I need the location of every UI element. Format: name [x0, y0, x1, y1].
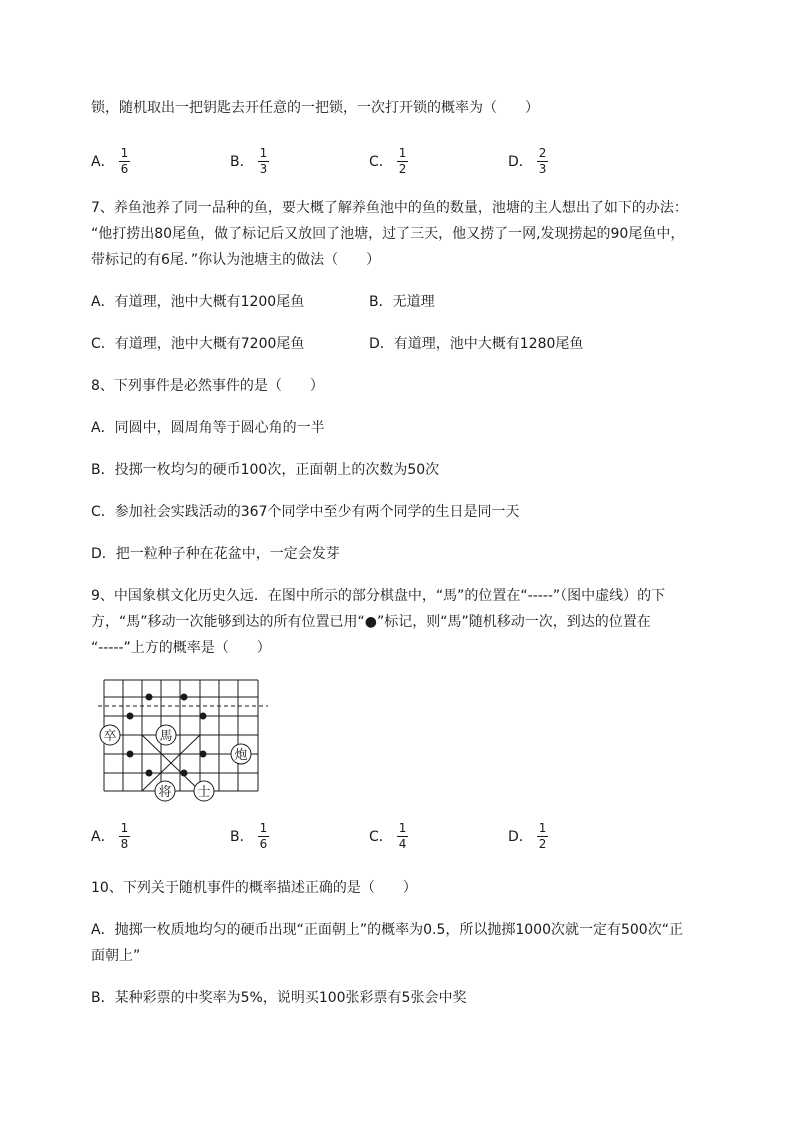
numerator: 1	[538, 821, 547, 835]
numerator: 1	[259, 146, 268, 160]
numerator: 1	[398, 146, 407, 160]
denominator: 8	[120, 837, 129, 851]
option-label: B．	[230, 153, 254, 170]
option-label: C．	[369, 153, 393, 170]
q7-stem-line3: 带标记的有6尾．”你认为池塘主的做法（ ）	[91, 252, 381, 268]
q8-option-a[interactable]: A．同圆中，圆周角等于圆心角的一半	[91, 420, 325, 436]
q9-stem-line2: 方，“馬”移动一次能够到达的所有位置已用“●”标记，则“馬”随机移动一次，到达的位置在	[91, 614, 651, 630]
marker-dot	[181, 694, 188, 701]
q9-option-a[interactable]	[91, 822, 130, 851]
q7-option-b[interactable]: B．无道理	[369, 294, 435, 310]
option-label: A．	[91, 828, 115, 845]
q10-option-a-line2[interactable]: 面朝上”	[91, 948, 141, 964]
marker-dot	[127, 713, 134, 720]
marker-dot	[127, 751, 134, 758]
numerator: 1	[120, 146, 129, 160]
q6-options	[0, 142, 794, 192]
q6-option-d[interactable]	[508, 147, 548, 176]
q9-stem-line1: 9、中国象棋文化历史久远．在图中所示的部分棋盘中，“馬”的位置在“-----”（图中虚线）的下	[91, 588, 666, 604]
q8-option-d[interactable]: D．把一粒种子种在花盆中，一定会发芽	[91, 546, 340, 562]
piece-shi	[194, 781, 214, 801]
piece-label: 炮	[234, 748, 248, 763]
denominator: 3	[259, 162, 268, 176]
q7-option-c[interactable]: C．有道理，池中大概有7200尾鱼	[91, 336, 305, 352]
marker-dot	[200, 713, 207, 720]
q10-option-b[interactable]: B．某种彩票的中奖率为5%，说明买100张彩票有5张会中奖	[91, 990, 467, 1006]
denominator: 4	[398, 837, 407, 851]
chess-board-figure	[96, 676, 276, 802]
fraction	[119, 147, 131, 176]
fraction	[258, 147, 270, 176]
option-label: C．	[369, 828, 393, 845]
marker-dot	[146, 694, 153, 701]
marker-dot	[146, 770, 153, 777]
marker-dot	[181, 770, 188, 777]
q6-option-b[interactable]	[230, 147, 269, 176]
piece-ma	[156, 725, 176, 745]
q9-option-d[interactable]	[508, 822, 548, 851]
denominator: 6	[259, 837, 268, 851]
q9-stem-line3: “-----”上方的概率是（ ）	[91, 640, 271, 656]
q6-text: 锁，随机取出一把钥匙去开任意的一把锁，一次打开锁的概率为（ ）	[91, 100, 539, 116]
piece-zu	[100, 725, 120, 745]
q10-stem: 10、下列关于随机事件的概率描述正确的是（ ）	[91, 880, 417, 896]
q10-option-a-line1[interactable]: A．抛掷一枚质地均匀的硬币出现“正面朝上”的概率为0.5，所以抛掷1000次就一定有500次“正	[91, 922, 683, 938]
q8-option-c[interactable]: C．参加社会实践活动的367个同学中至少有两个同学的生日是同一天	[91, 504, 520, 520]
piece-label: 将	[158, 785, 172, 800]
denominator: 3	[538, 162, 547, 176]
option-label: D．	[508, 153, 533, 170]
q9-options	[0, 817, 794, 867]
denominator: 2	[538, 837, 547, 851]
fraction	[537, 822, 549, 851]
numerator: 1	[120, 821, 129, 835]
option-label: B．	[230, 828, 254, 845]
numerator: 1	[398, 821, 407, 835]
piece-label: 士	[197, 785, 211, 800]
option-label: A．	[91, 153, 115, 170]
numerator: 1	[259, 821, 268, 835]
q7-stem-line2: “他打捞出80尾鱼，做了标记后又放回了池塘，过了三天，他又捞了一网,发现捞起的90尾鱼中，	[91, 226, 685, 242]
q9-option-b[interactable]	[230, 822, 269, 851]
piece-pao	[231, 744, 251, 764]
q8-stem: 8、下列事件是必然事件的是（ ）	[91, 378, 324, 394]
fraction	[537, 147, 549, 176]
fraction	[397, 147, 409, 176]
q7-option-d[interactable]: D．有道理，池中大概有1280尾鱼	[369, 336, 584, 352]
q6-option-c[interactable]	[369, 147, 408, 176]
piece-label: 卒	[103, 729, 117, 744]
fraction	[119, 822, 131, 851]
numerator: 2	[538, 146, 547, 160]
q7-stem-line1: 7、养鱼池养了同一品种的鱼，要大概了解养鱼池中的鱼的数量，池塘的主人想出了如下的办法：	[91, 200, 688, 216]
piece-label: 馬	[159, 729, 173, 744]
denominator: 2	[398, 162, 407, 176]
fraction	[258, 822, 270, 851]
marker-dot	[200, 751, 207, 758]
option-label: D．	[508, 828, 533, 845]
q7-option-a[interactable]: A．有道理，池中大概有1200尾鱼	[91, 294, 305, 310]
piece-jiang	[155, 781, 175, 801]
q8-option-b[interactable]: B．投掷一枚均匀的硬币100次，正面朝上的次数为50次	[91, 462, 440, 478]
denominator: 6	[120, 162, 129, 176]
fraction	[397, 822, 409, 851]
q9-option-c[interactable]	[369, 822, 408, 851]
q6-option-a[interactable]	[91, 147, 130, 176]
